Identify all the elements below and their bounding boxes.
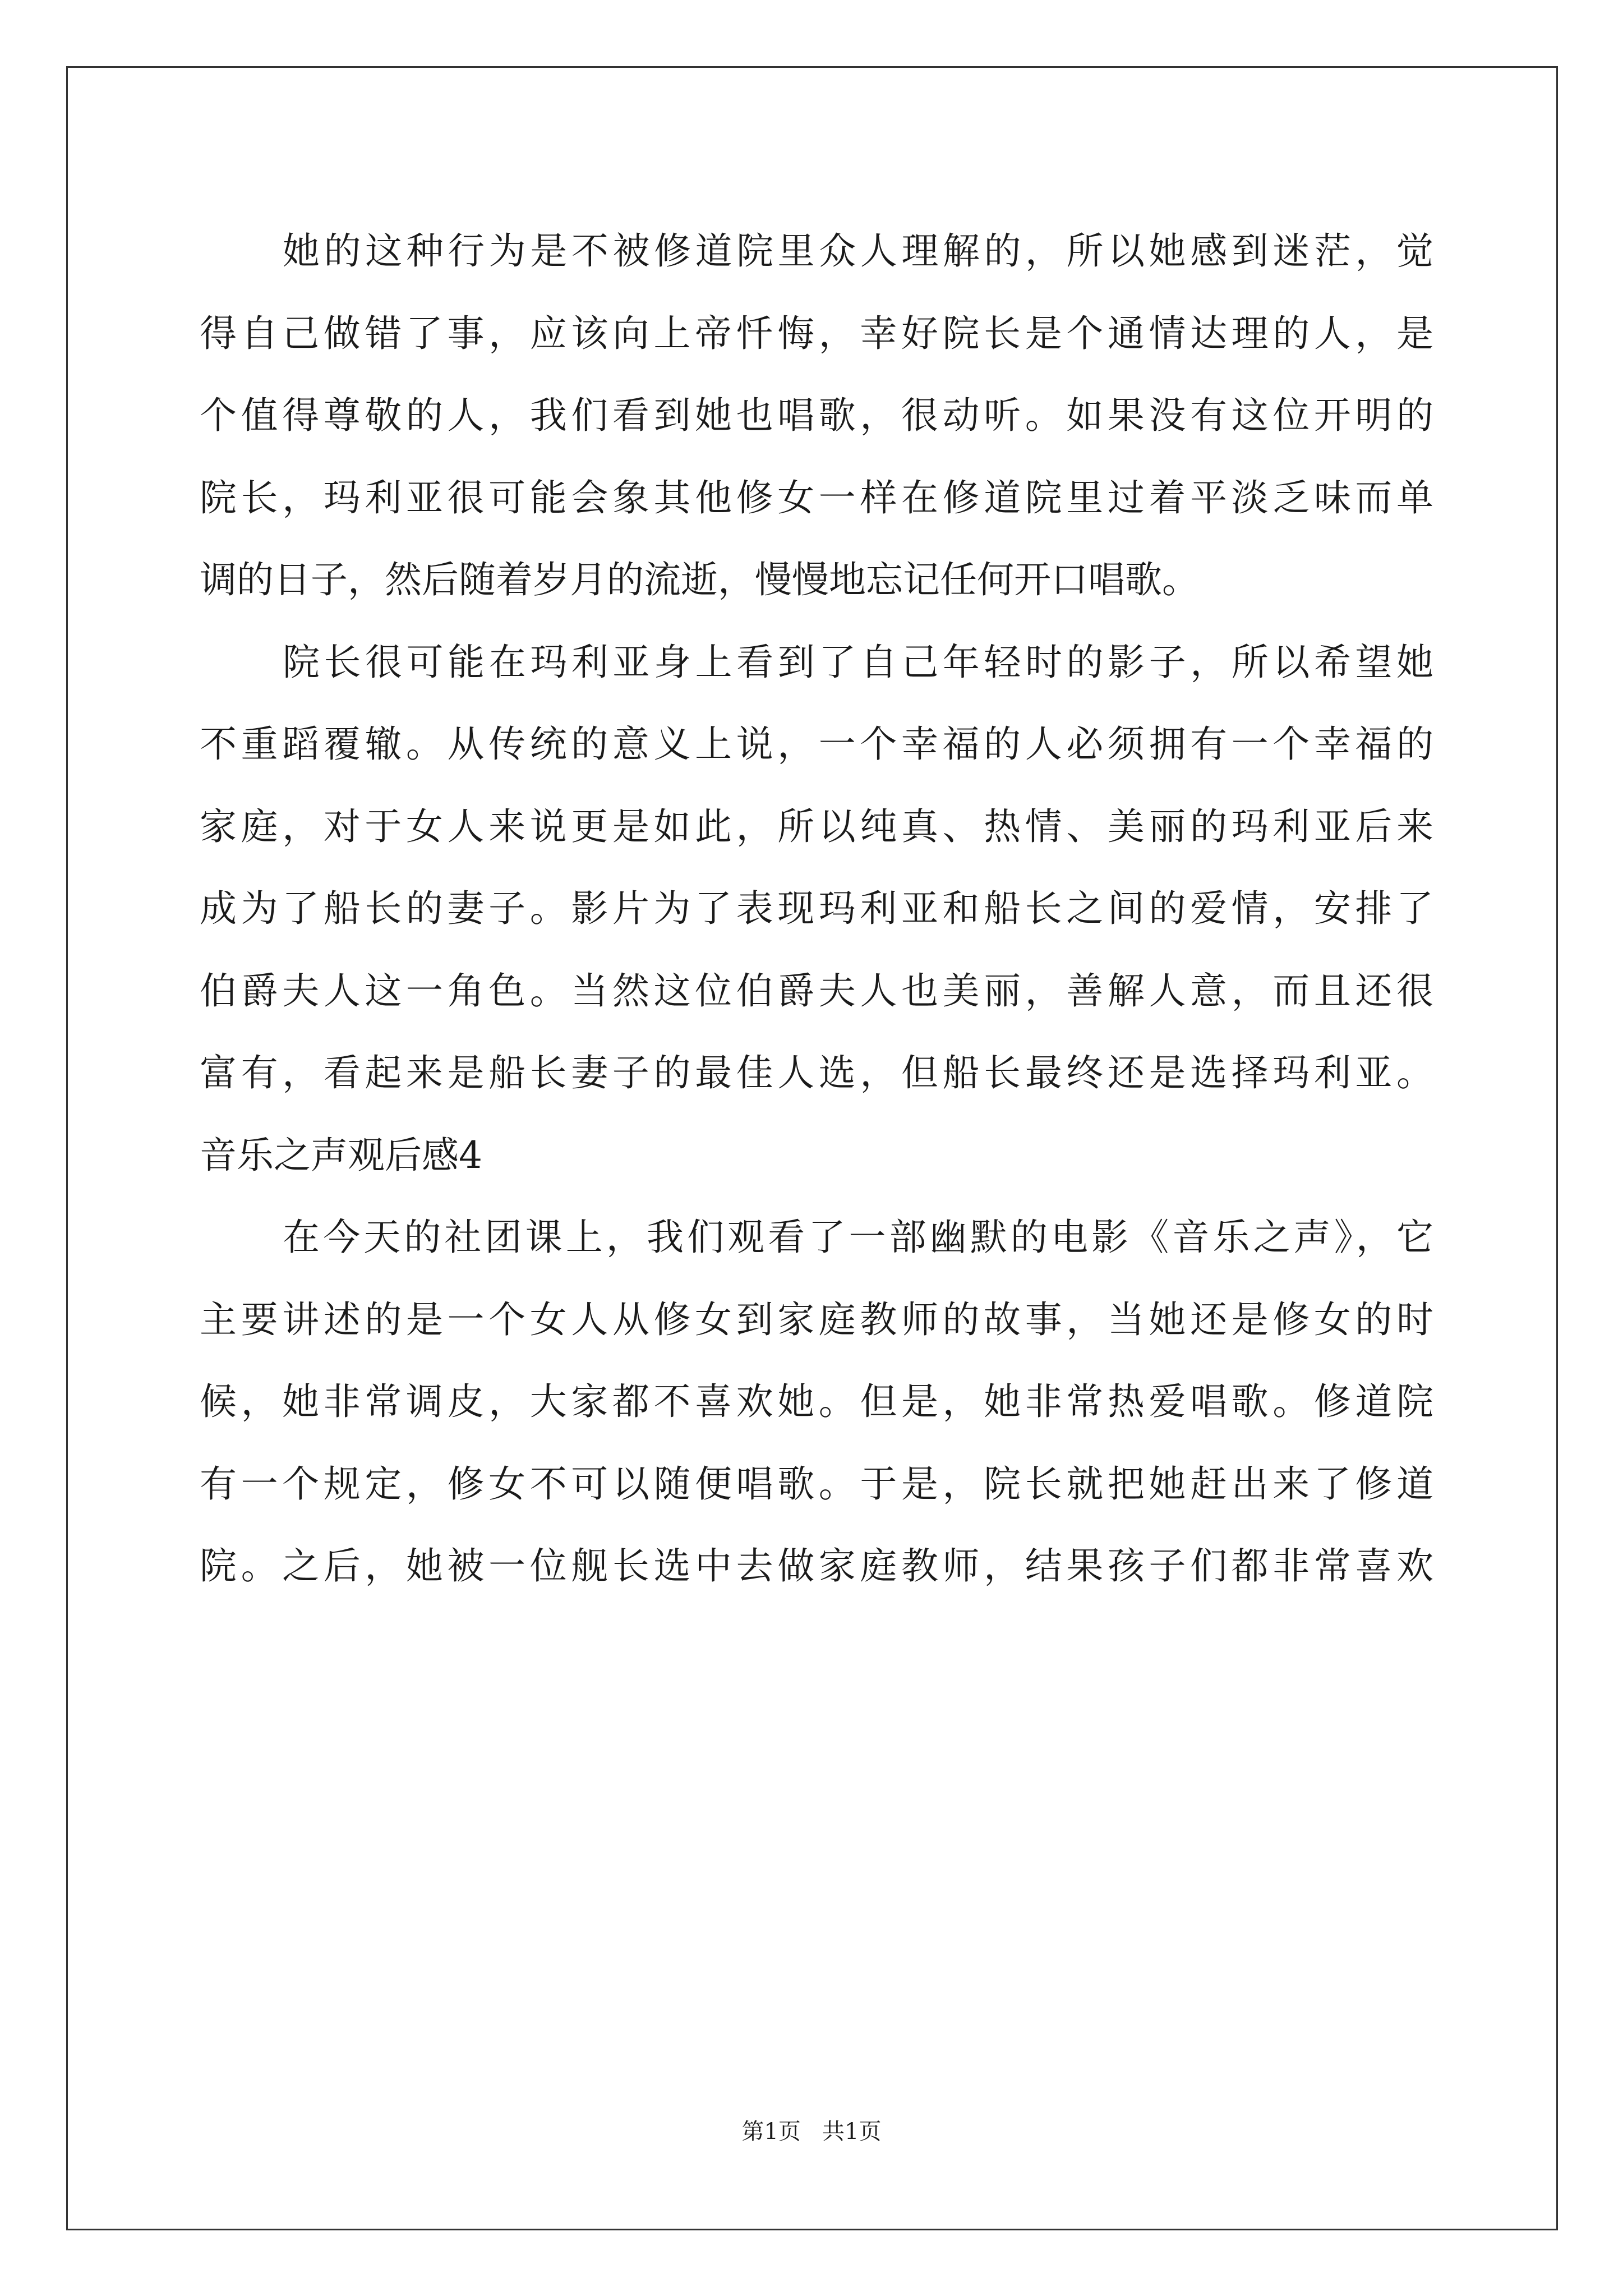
text-line: 候，她非常调皮，大家都不喜欢她。但是，她非常热爱唱歌。修道院 <box>200 1380 1433 1423</box>
text-line: 音乐之声观后感4 <box>200 1133 482 1177</box>
text-line: 在今天的社团课上，我们观看了一部幽默的电影《音乐之声》，它 <box>283 1216 1433 1259</box>
text-line: 伯爵夫人这一角色。当然这位伯爵夫人也美丽，善解人意，而且还很 <box>200 969 1433 1013</box>
text-line: 富有，看起来是船长妻子的最佳人选，但船长最终还是选择玛利亚。 <box>200 1051 1433 1094</box>
text-line: 院。之后，她被一位舰长选中去做家庭教师，结果孩子们都非常喜欢 <box>200 1544 1433 1588</box>
text-line: 主要讲述的是一个女人从修女到家庭教师的故事，当她还是修女的时 <box>200 1297 1433 1341</box>
text-line: 调的日子，然后随着岁月的流逝，慢慢地忘记任何开口唱歌。 <box>200 558 1199 601</box>
document-body <box>200 210 1433 1608</box>
text-line: 成为了船长的妻子。影片为了表现玛利亚和船长之间的爱情，安排了 <box>200 887 1433 930</box>
text-line: 有一个规定，修女不可以随便唱歌。于是，院长就把她赶出来了修道 <box>200 1462 1433 1506</box>
text-line: 院长很可能在玛利亚身上看到了自己年轻时的影子，所以希望她 <box>283 640 1433 684</box>
text-line: 不重蹈覆辙。从传统的意义上说，一个幸福的人必须拥有一个幸福的 <box>200 723 1433 766</box>
page-number-footer: 第1页 共1页 <box>741 2119 882 2145</box>
text-line: 得自己做错了事，应该向上帝忏悔，幸好院长是个通情达理的人，是 <box>200 311 1433 355</box>
text-line: 家庭，对于女人来说更是如此，所以纯真、热情、美丽的玛利亚后来 <box>200 804 1433 848</box>
text-line: 院长，玛利亚很可能会象其他修女一样在修道院里过着平淡乏味而单 <box>200 476 1433 519</box>
text-line: 个值得尊敬的人，我们看到她也唱歌，很动听。如果没有这位开明的 <box>200 394 1433 437</box>
text-line: 她的这种行为是不被修道院里众人理解的，所以她感到迷茫，觉 <box>283 229 1433 273</box>
